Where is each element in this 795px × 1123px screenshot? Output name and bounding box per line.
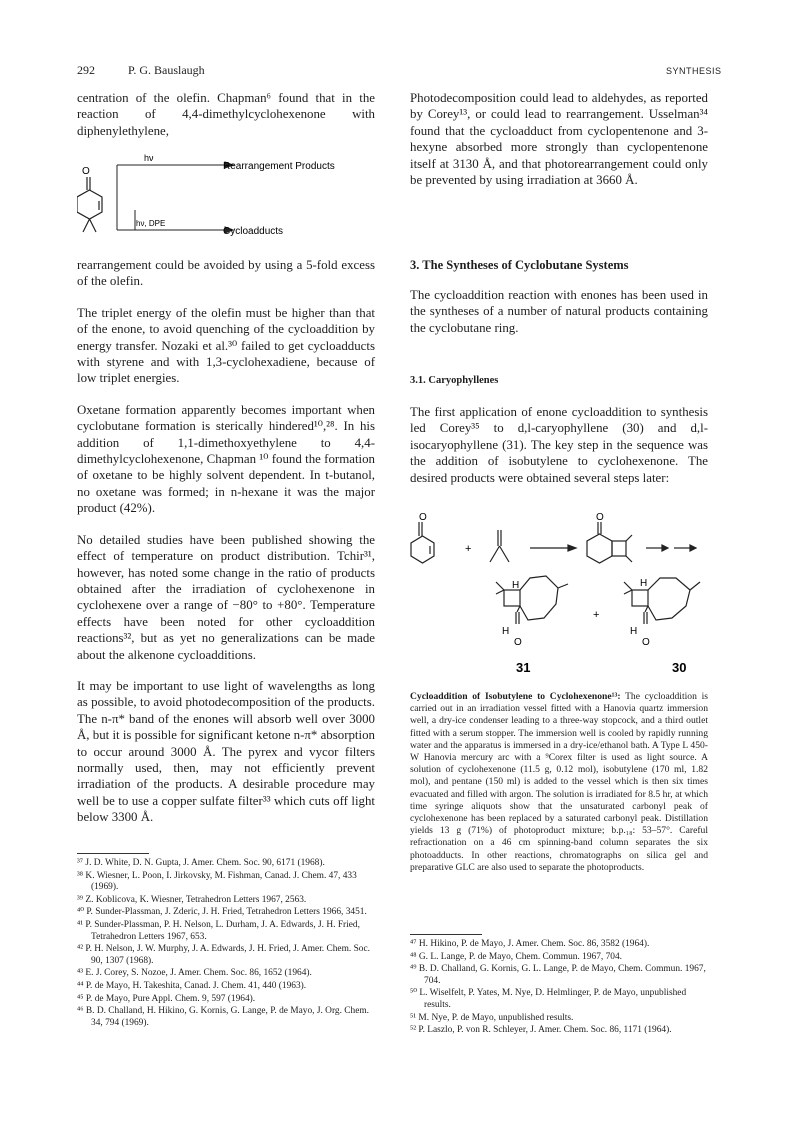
paragraph: rearrangement could be avoided by using a 5-fold excess of the olefin. [77, 258, 375, 289]
hv-dpe-label: hν, DPE [136, 219, 166, 228]
procedure-caption [410, 691, 708, 874]
hydrogen-label: H [640, 578, 648, 589]
footnote-entry: ⁴¹ P. Sunder-Plassman, P. H. Nelson, L. Durham, J. A. Edwards, J. H. Fried, Tetrahedron Letters 1967, 653. [77, 919, 360, 942]
isocaryophyllene-structure [496, 576, 568, 624]
paragraph: Oxetane formation apparently becomes important when cyclobutane formation is sterically hindered¹⁰,²⁸. In his addition of 1,1-dimethoxyethylene to 4,4-dimethylcyclohexenone, Chapman ¹⁰ found the formation of oxetane to be highly solvent dependent. In t-butanol, no oxetane was formed; in n-hexane it was the major product (42%). [77, 402, 375, 516]
rearrangement-products-label: Rearrangement Products [223, 161, 335, 172]
left-column-top [77, 90, 375, 154]
scheme-enone-reactions [77, 150, 377, 245]
page-number: 292 [77, 63, 95, 77]
footnote-divider [77, 853, 149, 854]
caption-title: Cycloaddition of Isobutylene to Cyclohexenone¹³: [410, 691, 621, 702]
hydrogen-label: H [630, 626, 638, 637]
footnote-entry: ⁴⁸ G. L. Lange, P. de Mayo, Chem. Commun. 1967, 704. [410, 951, 622, 962]
paragraph: The first application of enone cycloaddition to synthesis led Corey³⁵ to d,l-caryophyllene (30) and d,l-isocaryophyllene (31). The key step in the sequence was the addition of isobutylene to cyclohexenone. The desired products were obtained several steps later: [410, 405, 708, 485]
oxygen-label: O [419, 512, 427, 523]
isobutylene-structure [490, 530, 509, 562]
carbonyl-oxygen-label: O [82, 166, 90, 177]
footnote-entry: ⁵¹ M. Nye, P. de Mayo, unpublished results. [410, 1012, 574, 1023]
right-column-top [410, 90, 708, 203]
hydrogen-label: H [512, 580, 520, 591]
caption-body: The cycloaddition is carried out in an irradiation vessel fitted with a Hanovia quartz immersion well, a dry-ice condenser leading to a three-way stopcock, and a third outlet fitted with a serum stopper. The immersion well is cooled by rapidly running water and the apparatus is immersed in a dry-ice/ethanol bath. A Type L 450-W Hanovia mercury arc with a ⁹Corex filter is used as light source. A solution of cyclohexenone (11.5 g, 0.12 mol), isobutylene (170 ml, 1.82 mol), and pentane (150 ml) is added to the vessel which is then six times evacuated and filled with argon. The solution is irradiated for 8.5 hr, at which time syringe aliquots show that the unsaturated carbonyl peak of cyclohexenone has been replaced by a saturated carbonyl peak. Distillation yields 13 g (71%) of photoproduct mixture; b.p.₁₈: 53–57°. Careful refractionation on a 46 cm spinning-band column separates the six photoadducts. In other reactions, chromatographs on silica gel and preparative GLC are also used to separate the photoproducts. [410, 691, 708, 873]
footnote-entry: ⁴³ E. J. Corey, S. Nozoe, J. Amer. Chem. Soc. 86, 1652 (1964). [77, 968, 312, 979]
footnote-entry: ³⁸ K. Wiesner, L. Poon, I. Jirkovsky, M. Fishman, Canad. J. Chem. 47, 433 (1969). [77, 870, 357, 893]
footnote-entry: ⁴⁰ P. Sunder-Plassman, J. Zderic, J. H. Fried, Tetrahedron Letters 1966, 3451. [77, 907, 367, 918]
running-author: P. G. Bauslaugh [128, 63, 205, 77]
reaction-arrows [117, 162, 233, 233]
bicyclic-photoadduct-structure [587, 522, 632, 563]
oxygen-label: O [514, 637, 522, 648]
hydrogen-label: H [502, 626, 510, 637]
footnote-entry: ⁴⁴ P. de Mayo, H. Takeshita, Canad. J. Chem. 41, 440 (1963). [77, 980, 307, 991]
paragraph: centration of the olefin. Chapman⁶ found that in the reaction of 4,4-dimethylcyclohexenone with diphenylethylene, [77, 91, 375, 138]
oxygen-label: O [596, 512, 604, 523]
footnote-entry: ³⁹ Z. Koblicova, K. Wiesner, Tetrahedron Letters 1967, 2563. [77, 894, 307, 905]
paragraph: It may be important to use light of wavelengths as long as possible, to avoid photodecomposition of the products. The n-π* band of the enones will absorb well over 3000 Å, but it is possible for significant ketone n-π* absorption to occur around 3000 Å. The pyrex and vycor filters normally used, then, may not efficiently prevent irradiation of the products. A desirable procedure may well be to use a copper sulfate filter³³ which cuts off light below 3300 Å. [77, 678, 375, 825]
cycloadducts-label: Cycloadducts [223, 226, 284, 237]
oxygen-label: O [642, 637, 650, 648]
paragraph: The cycloaddition reaction with enones has been used in the syntheses of a number of natural products containing the cyclobutane ring. [410, 288, 708, 335]
footnote-entry: ⁵⁰ L. Wiselfelt, P. Yates, M. Nye, D. Helmlinger, P. de Mayo, unpublished results. [410, 988, 687, 1010]
hv-label: hν [144, 153, 154, 163]
subsection-heading [410, 375, 708, 386]
section-heading [410, 258, 708, 273]
footnote-entry: ⁴⁷ H. Hikino, P. de Mayo, J. Amer. Chem. Soc. 86, 3582 (1964). [410, 939, 650, 949]
paragraph: The triplet energy of the olefin must be higher than that of the enone, to avoid quenching of the cycloaddition by energy transfer. Nozaki et al.³⁰ failed to get cycloadducts with styrene and with 1,3-cyclohexadiene, because of low triplet energies. [77, 305, 375, 386]
footnote-entry: ⁴² P. H. Nelson, J. W. Murphy, J. A. Edwards, J. H. Fried, J. Amer. Chem. Soc. 90, 1307 (1968). [77, 944, 370, 966]
footnote-divider [410, 934, 482, 935]
right-column-body [410, 404, 708, 501]
subsection-title: 3.1. Caryophyllenes [410, 375, 499, 386]
journal-name: SYNTHESIS [666, 66, 722, 76]
footnote-entry: ⁴⁶ B. D. Challand, H. Hikino, G. Kornis, G. Lange, P. de Mayo, J. Org. Chem. 34, 794 (1969). [77, 1006, 370, 1028]
dimethylcyclohexenone-structure [77, 177, 102, 232]
footnote-entry: ⁴⁵ P. de Mayo, Pure Appl. Chem. 9, 597 (1964). [77, 993, 256, 1004]
section-title: 3. The Syntheses of Cyclobutane Systems [410, 258, 629, 272]
compound-number-30: 30 [672, 660, 687, 675]
plus-sign: + [593, 609, 600, 621]
cyclohexenone-structure [411, 522, 434, 563]
footnotes-right [410, 939, 708, 1038]
footnotes-left [77, 858, 375, 1030]
plus-sign: + [465, 543, 472, 555]
paragraph: No detailed studies have been published showing the effect of temperature on product distribution. Tchir³¹, however, has noted some change in the ratio of products obtained after the irradiation of cyclohexenone in cyclohexene over a range of −80° to +80°. Temperature effects have been noted for other cycloaddition reactions³², but as yet no generalizations can be made about the alkenone cycloadditions. [77, 532, 375, 662]
footnote-entry: ³⁷ J. D. White, D. N. Gupta, J. Amer. Chem. Soc. 90, 6171 (1968). [77, 858, 325, 868]
scheme-caryophyllene-synthesis [410, 510, 708, 680]
paragraph: Photodecomposition could lead to aldehydes, as reported by Corey¹³, or could lead to rearrangement. Usselman³⁴ found that the cycloadduct from cyclopentenone and 3-hexyne absorbed more strongly than cyclopentenone itself at 3130 Å, and that photorearrangement could only be prevented by using irradiation at 3660 Å. [410, 91, 708, 188]
right-column-mid [410, 287, 708, 351]
left-column-body [77, 257, 375, 841]
footnote-entry: ⁴⁹ B. D. Challand, G. Kornis, G. L. Lange, P. de Mayo, Chem. Commun. 1967, 704. [410, 964, 706, 986]
arrow-head [568, 545, 576, 551]
compound-number-31: 31 [516, 660, 531, 675]
footnote-entry: ⁵² P. Laszlo, P. von R. Schleyer, J. Amer. Chem. Soc. 86, 1171 (1964). [410, 1025, 672, 1036]
caryophyllene-structure [624, 578, 700, 624]
